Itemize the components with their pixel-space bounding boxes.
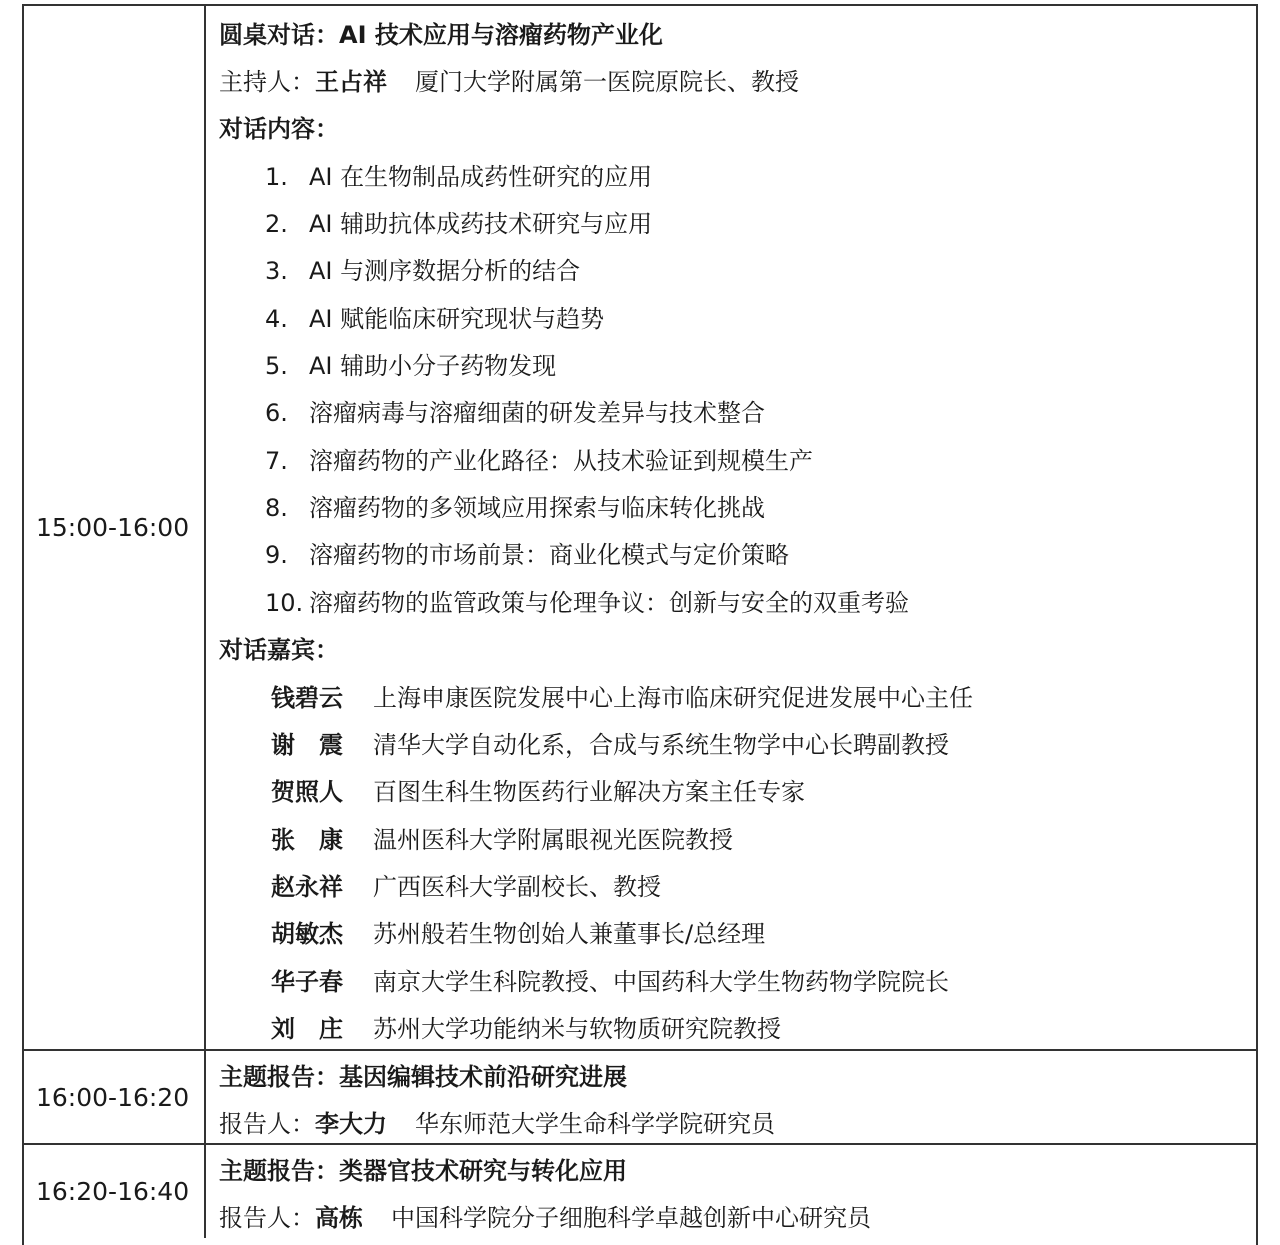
guest-affiliation: 苏州般若生物创始人兼董事长/总经理 bbox=[373, 920, 766, 948]
time-cell: 15:00-16:00 bbox=[24, 6, 206, 1049]
guest-item bbox=[271, 1014, 781, 1044]
guest-affiliation: 南京大学生科院教授、中国药科大学生物药物学院院长 bbox=[373, 968, 949, 996]
guest-name: 赵永祥 bbox=[271, 873, 343, 901]
guests-heading: 对话嘉宾： bbox=[219, 636, 339, 664]
schedule-row-keynote-1 bbox=[22, 1051, 1258, 1145]
session-title: 主题报告：类器官技术研究与转化应用 bbox=[219, 1157, 627, 1185]
host-line bbox=[219, 67, 799, 97]
speaker-label: 报告人： bbox=[219, 1204, 315, 1232]
session-title: 主题报告：基因编辑技术前沿研究进展 bbox=[219, 1063, 627, 1091]
speaker-name: 高栋 bbox=[315, 1204, 363, 1232]
guest-item bbox=[271, 872, 661, 902]
guest-affiliation: 清华大学自动化系，合成与系统生物学中心长聘副教授 bbox=[373, 731, 949, 759]
schedule-row-keynote-2 bbox=[22, 1145, 1258, 1245]
speaker-line bbox=[219, 1203, 871, 1233]
speaker-label: 报告人： bbox=[219, 1110, 315, 1138]
topic-item: 7. 溶瘤药物的产业化路径：从技术验证到规模生产 bbox=[265, 447, 813, 475]
guest-affiliation: 上海申康医院发展中心上海市临床研究促进发展中心主任 bbox=[373, 684, 973, 712]
guest-affiliation: 苏州大学功能纳米与软物质研究院教授 bbox=[373, 1015, 781, 1043]
topic-item: 8. 溶瘤药物的多领域应用探索与临床转化挑战 bbox=[265, 494, 765, 522]
guest-name: 胡敏杰 bbox=[271, 920, 343, 948]
guest-name: 张 康 bbox=[271, 826, 343, 854]
guest-name: 华子春 bbox=[271, 968, 343, 996]
session-title: 圆桌对话：AI 技术应用与溶瘤药物产业化 bbox=[219, 21, 663, 49]
session-content bbox=[208, 6, 1256, 1049]
speaker-line bbox=[219, 1109, 775, 1139]
host-affiliation: 厦门大学附属第一医院原院长、教授 bbox=[415, 68, 799, 96]
topic-item: 5. AI 辅助小分子药物发现 bbox=[265, 352, 557, 380]
topic-item: 2. AI 辅助抗体成药技术研究与应用 bbox=[265, 210, 653, 238]
guest-item bbox=[271, 919, 765, 949]
schedule-row-roundtable bbox=[22, 4, 1258, 1051]
guest-affiliation: 温州医科大学附属眼视光医院教授 bbox=[373, 826, 733, 854]
session-content bbox=[208, 1145, 1256, 1245]
speaker-affiliation: 中国科学院分子细胞科学卓越创新中心研究员 bbox=[391, 1204, 871, 1232]
guest-affiliation: 广西医科大学副校长、教授 bbox=[373, 873, 661, 901]
guest-name: 刘 庄 bbox=[271, 1015, 343, 1043]
guest-item bbox=[271, 825, 733, 855]
guest-affiliation: 百图生科生物医药行业解决方案主任专家 bbox=[373, 778, 805, 806]
time-cell: 16:00-16:20 bbox=[24, 1051, 206, 1143]
time-cell: 16:20-16:40 bbox=[24, 1145, 206, 1238]
speaker-name: 李大力 bbox=[315, 1110, 387, 1138]
topic-item: 3. AI 与测序数据分析的结合 bbox=[265, 257, 581, 285]
host-label: 主持人： bbox=[219, 68, 315, 96]
topic-item: 6. 溶瘤病毒与溶瘤细菌的研发差异与技术整合 bbox=[265, 399, 765, 427]
speaker-affiliation: 华东师范大学生命科学学院研究员 bbox=[415, 1110, 775, 1138]
guest-item bbox=[271, 730, 949, 760]
session-content bbox=[208, 1051, 1256, 1143]
guest-item bbox=[271, 683, 973, 713]
guest-item bbox=[271, 967, 949, 997]
guest-name: 谢 震 bbox=[271, 731, 343, 759]
guest-name: 贺照人 bbox=[271, 778, 343, 806]
host-name: 王占祥 bbox=[315, 68, 387, 96]
topic-item: 9. 溶瘤药物的市场前景：商业化模式与定价策略 bbox=[265, 541, 789, 569]
topics-heading: 对话内容： bbox=[219, 115, 339, 143]
guest-item bbox=[271, 777, 805, 807]
topic-item: 1. AI 在生物制品成药性研究的应用 bbox=[265, 163, 653, 191]
guest-name: 钱碧云 bbox=[271, 684, 343, 712]
topic-item: 10. 溶瘤药物的监管政策与伦理争议：创新与安全的双重考验 bbox=[265, 589, 909, 617]
topic-item: 4. AI 赋能临床研究现状与趋势 bbox=[265, 305, 605, 333]
